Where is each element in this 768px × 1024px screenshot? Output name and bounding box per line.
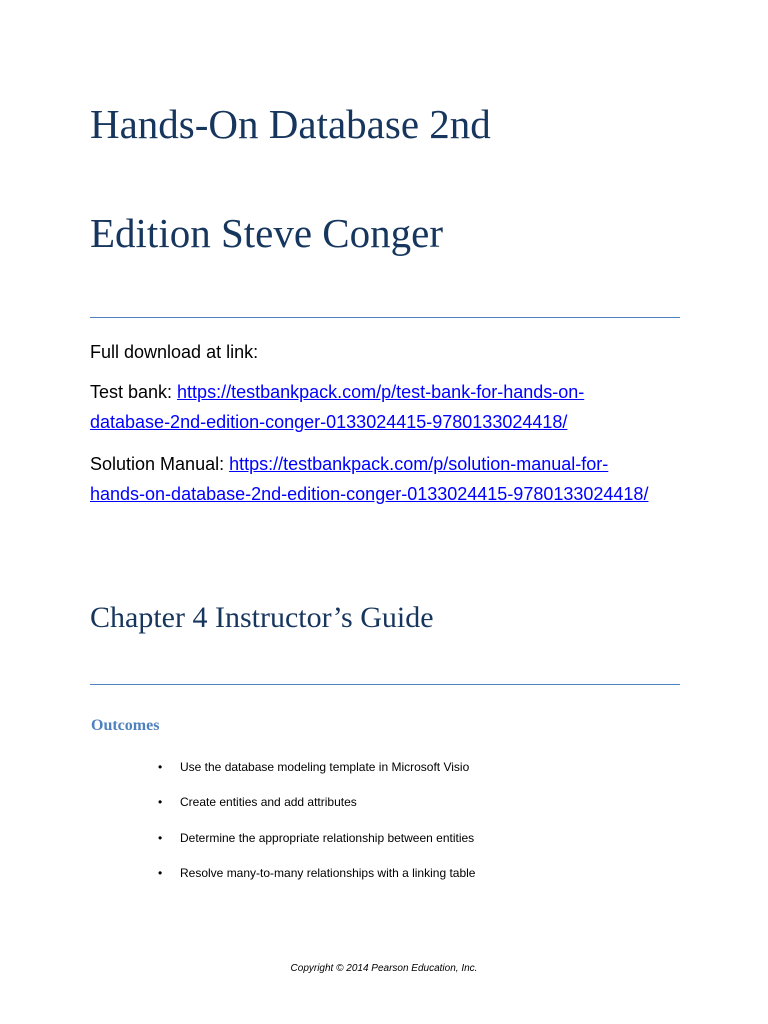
chapter-divider (90, 684, 680, 685)
outcome-item (158, 867, 475, 879)
outcome-item (158, 761, 469, 773)
solution-manual-line-2 (90, 485, 648, 503)
bullet-icon: • (158, 866, 163, 880)
outcome-item (158, 832, 474, 844)
test-bank-line-2 (90, 413, 567, 431)
title-line-2: Edition Steve Conger (90, 210, 444, 256)
test-bank-label: Test bank: (90, 382, 178, 402)
solution-manual-label: Solution Manual: (90, 454, 230, 474)
title-line-1: Hands-On Database 2nd (90, 101, 491, 147)
test-bank-link-continued[interactable]: database-2nd-edition-conger-0133024415-9780133024418/ (90, 412, 568, 432)
bullet-icon: • (158, 795, 163, 809)
copyright-footer: Copyright © 2014 Pearson Education, Inc. (290, 963, 478, 974)
outcome-text: Resolve many-to-many relationships with a linking table (180, 866, 476, 880)
test-bank-link[interactable]: https://testbankpack.com/p/test-bank-for-hands-on- (177, 382, 585, 402)
outcome-text: Use the database modeling template in Microsoft Visio (180, 760, 470, 774)
test-bank-line-1 (90, 383, 584, 401)
solution-manual-link-continued[interactable]: hands-on-database-2nd-edition-conger-0133024415-9780133024418/ (90, 484, 649, 504)
outcomes-heading: Outcomes (91, 717, 160, 734)
download-intro: Full download at link: (90, 342, 259, 362)
title-divider (90, 317, 680, 318)
bullet-icon: • (158, 760, 163, 774)
bullet-icon: • (158, 831, 163, 845)
solution-manual-line-1 (90, 455, 608, 473)
chapter-heading: Chapter 4 Instructor’s Guide (90, 601, 434, 634)
outcome-item (158, 796, 357, 808)
outcome-text: Determine the appropriate relationship between entities (180, 831, 475, 845)
outcome-text: Create entities and add attributes (180, 795, 357, 809)
solution-manual-link[interactable]: https://testbankpack.com/p/solution-manual-for- (229, 454, 609, 474)
